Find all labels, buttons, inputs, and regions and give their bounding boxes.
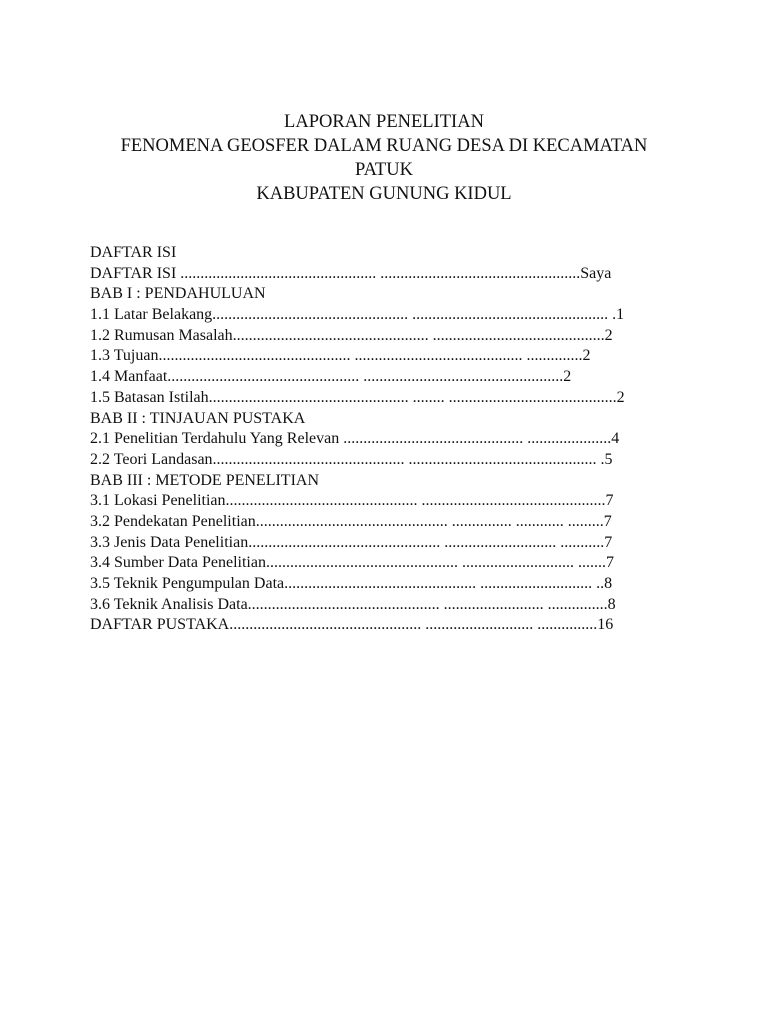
toc-entry-daftar-isi: DAFTAR ISI ................................................. ..................................................Saya <box>90 264 612 282</box>
report-title <box>0 110 768 206</box>
table-of-contents <box>90 243 690 636</box>
toc-entry-3-5: 3.5 Teknik Pengumpulan Data................................................ ............................ ..8 <box>90 575 613 592</box>
toc-entry-1-2: 1.2 Rumusan Masalah................................................. ...........................................2 <box>90 326 613 344</box>
toc-entry-bab-1: BAB I : PENDAHULUAN <box>90 285 266 303</box>
toc-entry-3-4: 3.4 Sumber Data Penelitian................................................ ............................ .......7 <box>90 554 614 572</box>
toc-entry-3-6: 3.6 Teknik Analisis Data................................................ ......................... ...............8 <box>90 595 616 613</box>
toc-entry-3-1: 3.1 Lokasi Penelitian................................................ ..............................................7 <box>90 492 614 510</box>
toc-entry-2-1: 2.1 Penelitian Terdahulu Yang Relevan ............................................. .....................4 <box>90 430 620 448</box>
toc-entry-1-3: 1.3 Tujuan................................................ .......................................... ..............2 <box>90 347 591 365</box>
toc-entry-daftar-pustaka: DAFTAR PUSTAKA................................................ ........................... ...............16 <box>90 616 614 634</box>
title-line-4: KABUPATEN GUNUNG KIDUL <box>256 184 512 204</box>
toc-entry-bab-3: BAB III : METODE PENELITIAN <box>90 471 320 489</box>
title-line-3: PATUK <box>355 160 413 180</box>
toc-entry-3-2: 3.2 Pendekatan Penelitian................................................ ............... ............ .........7 <box>90 512 612 530</box>
toc-entry-1-5: 1.5 Batasan Istilah.................................................. ........ ..........................................2 <box>90 388 625 406</box>
toc-entry-bab-2: BAB II : TINJAUAN PUSTAKA <box>90 409 306 427</box>
toc-entry-1-1: 1.1 Latar Belakang................................................. ................................................. .1 <box>90 306 625 324</box>
toc-entry-3-3: 3.3 Jenis Data Penelitian................................................ ............................ ...........7 <box>90 533 613 551</box>
toc-entry-2-2: 2.2 Teori Landasan................................................ ............................................... .5 <box>90 450 613 468</box>
toc-entry-1-4: 1.4 Manfaat................................................ ..................................................2 <box>90 368 572 386</box>
title-line-1: LAPORAN PENELITIAN <box>284 112 484 132</box>
toc-heading: DAFTAR ISI <box>90 244 177 261</box>
title-line-2: FENOMENA GEOSFER DALAM RUANG DESA DI KECAMATAN <box>120 136 648 156</box>
